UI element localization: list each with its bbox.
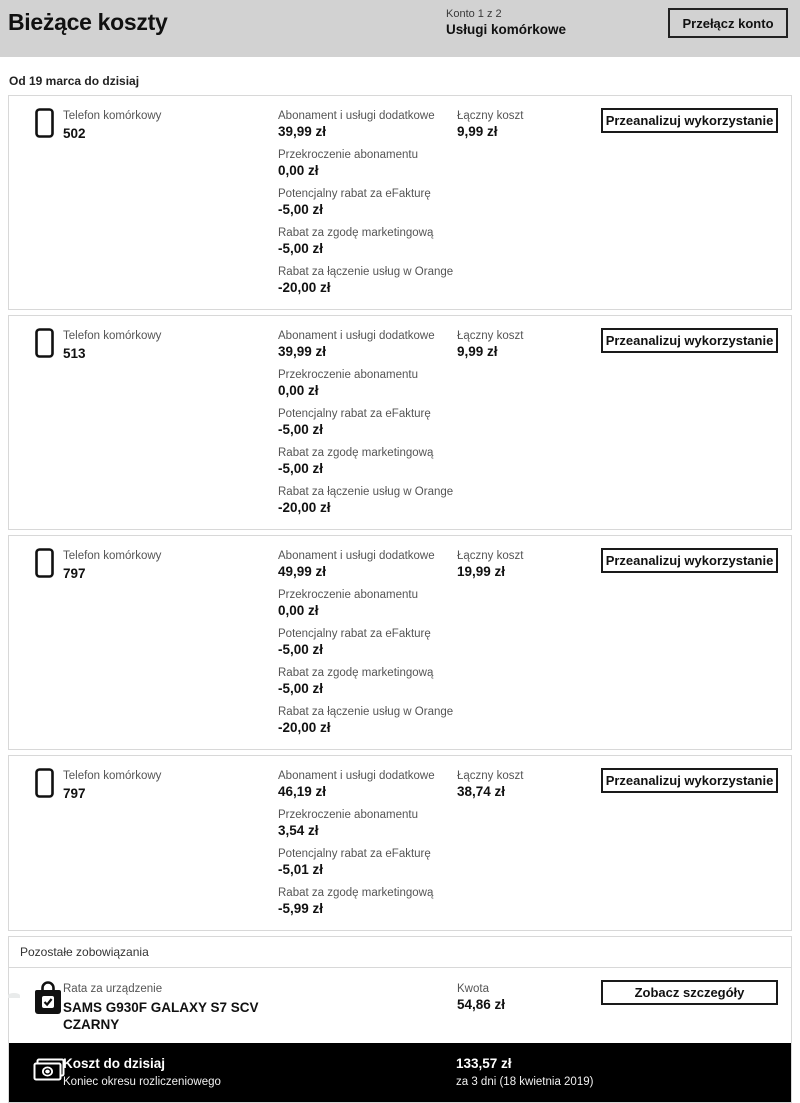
cost-title: Koszt do dzisiaj (63, 1056, 166, 1071)
partial-element-artifact (8, 993, 20, 998)
cost-item-value: -5,00 zł (278, 241, 324, 256)
cost-item (278, 886, 468, 916)
total-cost (457, 109, 523, 139)
cost-subtitle: Koniec okresu rozliczeniowego (63, 1076, 221, 1088)
cost-item-value: 39,99 zł (278, 344, 327, 359)
total-cost-value: 9,99 zł (457, 124, 498, 139)
cost-item-value: 46,19 zł (278, 784, 327, 799)
cost-item (278, 485, 468, 515)
cost-item-label: Potencjalny rabat za eFakturę (278, 848, 431, 860)
cost-item-value: 0,00 zł (278, 603, 319, 618)
cost-item (278, 666, 468, 696)
cost-item-value: -5,00 zł (278, 202, 324, 217)
phone-cost-card (8, 315, 792, 530)
cost-item (278, 368, 468, 398)
cost-due-date: za 3 dni (18 kwietnia 2019) (456, 1076, 594, 1088)
cost-item (278, 627, 468, 657)
device-type-label: Rata za urządzenie (63, 983, 163, 995)
cost-item-value: -5,01 zł (278, 862, 324, 877)
cost-item-label: Przekroczenie abonamentu (278, 809, 418, 821)
cost-item-label: Rabat za zgodę marketingową (278, 227, 434, 239)
cost-item (278, 407, 468, 437)
device-amount (457, 982, 505, 1012)
phone-type-label: Telefon komórkowy (63, 550, 162, 562)
cost-item-value: -20,00 zł (278, 280, 331, 295)
cost-item (278, 329, 468, 359)
cost-item-value: -20,00 zł (278, 500, 331, 515)
phone-number: 513 (63, 346, 86, 361)
cost-item-label: Rabat za zgodę marketingową (278, 667, 434, 679)
smartphone-icon (35, 768, 54, 803)
cost-item-label: Abonament i usługi dodatkowe (278, 110, 435, 122)
phone-number: 797 (63, 786, 86, 801)
cost-item (278, 148, 468, 178)
total-cost-value: 19,99 zł (457, 564, 506, 579)
phone-identity (63, 329, 161, 362)
total-cost-label: Łączny koszt (457, 110, 524, 122)
phone-identity (63, 109, 161, 142)
smartphone-icon (35, 108, 54, 143)
cost-item-label: Rabat za zgodę marketingową (278, 887, 434, 899)
cost-item-value: 3,54 zł (278, 823, 319, 838)
cost-item (278, 109, 468, 139)
banknote-icon (32, 1057, 66, 1090)
account-counter: Konto 1 z 2 (446, 8, 502, 20)
total-cost (457, 329, 523, 359)
total-cost-value: 9,99 zł (457, 344, 498, 359)
billing-period-label: Od 19 marca do dzisiaj (9, 74, 140, 88)
analyze-usage-button[interactable]: Przeanalizuj wykorzystanie (601, 768, 778, 793)
cost-summary (63, 1055, 221, 1089)
cost-item (278, 808, 468, 838)
analyze-usage-button[interactable]: Przeanalizuj wykorzystanie (601, 328, 778, 353)
cost-item-value: -5,00 zł (278, 422, 324, 437)
phone-cost-card (8, 95, 792, 310)
cost-item-label: Rabat za łączenie usług w Orange (278, 266, 454, 278)
cost-to-date-bar (9, 1043, 791, 1102)
page-header (0, 0, 800, 57)
cost-item-value: 49,99 zł (278, 564, 327, 579)
phone-type-label: Telefon komórkowy (63, 330, 162, 342)
see-details-button[interactable]: Zobacz szczegóły (601, 980, 778, 1005)
cost-item-label: Abonament i usługi dodatkowe (278, 330, 435, 342)
other-obligations-title: Pozostałe zobowiązania (9, 937, 791, 968)
cost-item-value: -5,00 zł (278, 642, 324, 657)
account-name: Usługi komórkowe (446, 22, 567, 37)
smartphone-icon (35, 548, 54, 583)
device-amount-label: Kwota (457, 983, 489, 995)
phone-cost-card (8, 755, 792, 931)
phone-type-label: Telefon komórkowy (63, 770, 162, 782)
cost-amount-block (456, 1055, 593, 1089)
total-cost-value: 38,74 zł (457, 784, 506, 799)
cost-item-label: Potencjalny rabat za eFakturę (278, 188, 431, 200)
total-cost-label: Łączny koszt (457, 330, 524, 342)
total-cost (457, 549, 523, 579)
analyze-usage-button[interactable]: Przeanalizuj wykorzystanie (601, 108, 778, 133)
cost-item (278, 446, 468, 476)
cost-item-value: -5,99 zł (278, 901, 324, 916)
cost-item-label: Abonament i usługi dodatkowe (278, 770, 435, 782)
phone-identity (63, 549, 161, 582)
other-obligations-section (8, 936, 792, 1103)
shopping-bag-check-icon (33, 981, 63, 1022)
cost-item-label: Przekroczenie abonamentu (278, 369, 418, 381)
cost-item (278, 588, 468, 618)
analyze-usage-button[interactable]: Przeanalizuj wykorzystanie (601, 548, 778, 573)
cost-item (278, 769, 468, 799)
device-installment-row (9, 968, 791, 1043)
cost-item (278, 549, 468, 579)
cost-item-label: Rabat za łączenie usług w Orange (278, 706, 454, 718)
phone-number: 797 (63, 566, 86, 581)
cost-item-value: -5,00 zł (278, 681, 324, 696)
total-cost-label: Łączny koszt (457, 770, 524, 782)
cost-item (278, 226, 468, 256)
phone-identity (63, 769, 161, 802)
cost-item-value: -20,00 zł (278, 720, 331, 735)
cost-item-label: Potencjalny rabat za eFakturę (278, 628, 431, 640)
cost-item-value: 0,00 zł (278, 163, 319, 178)
cost-item (278, 187, 468, 217)
cost-item-label: Przekroczenie abonamentu (278, 589, 418, 601)
cost-items (278, 109, 468, 295)
page-title: Bieżące koszty (8, 9, 168, 35)
phone-type-label: Telefon komórkowy (63, 110, 162, 122)
cost-items (278, 329, 468, 515)
account-info (446, 8, 566, 38)
cost-items (278, 549, 468, 735)
cost-item (278, 847, 468, 877)
cost-item (278, 265, 468, 295)
cost-item-value: 39,99 zł (278, 124, 327, 139)
device-amount-value: 54,86 zł (457, 997, 506, 1012)
switch-account-button[interactable]: Przełącz konto (668, 8, 788, 38)
phone-number: 502 (63, 126, 86, 141)
cost-item-label: Rabat za łączenie usług w Orange (278, 486, 454, 498)
cost-item-label: Przekroczenie abonamentu (278, 149, 418, 161)
cost-items (278, 769, 468, 916)
cost-item-value: 0,00 zł (278, 383, 319, 398)
cost-amount: 133,57 zł (456, 1056, 512, 1071)
total-cost-label: Łączny koszt (457, 550, 524, 562)
device-name: SAMS G930F GALAXY S7 SCV CZARNY (63, 1000, 259, 1032)
cost-item-value: -5,00 zł (278, 461, 324, 476)
cost-item-label: Rabat za zgodę marketingową (278, 447, 434, 459)
cost-item-label: Abonament i usługi dodatkowe (278, 550, 435, 562)
smartphone-icon (35, 328, 54, 363)
device-info (63, 982, 278, 1033)
cost-item-label: Potencjalny rabat za eFakturę (278, 408, 431, 420)
main-content (0, 74, 800, 1103)
phone-cost-card (8, 535, 792, 750)
cost-item (278, 705, 468, 735)
total-cost (457, 769, 523, 799)
